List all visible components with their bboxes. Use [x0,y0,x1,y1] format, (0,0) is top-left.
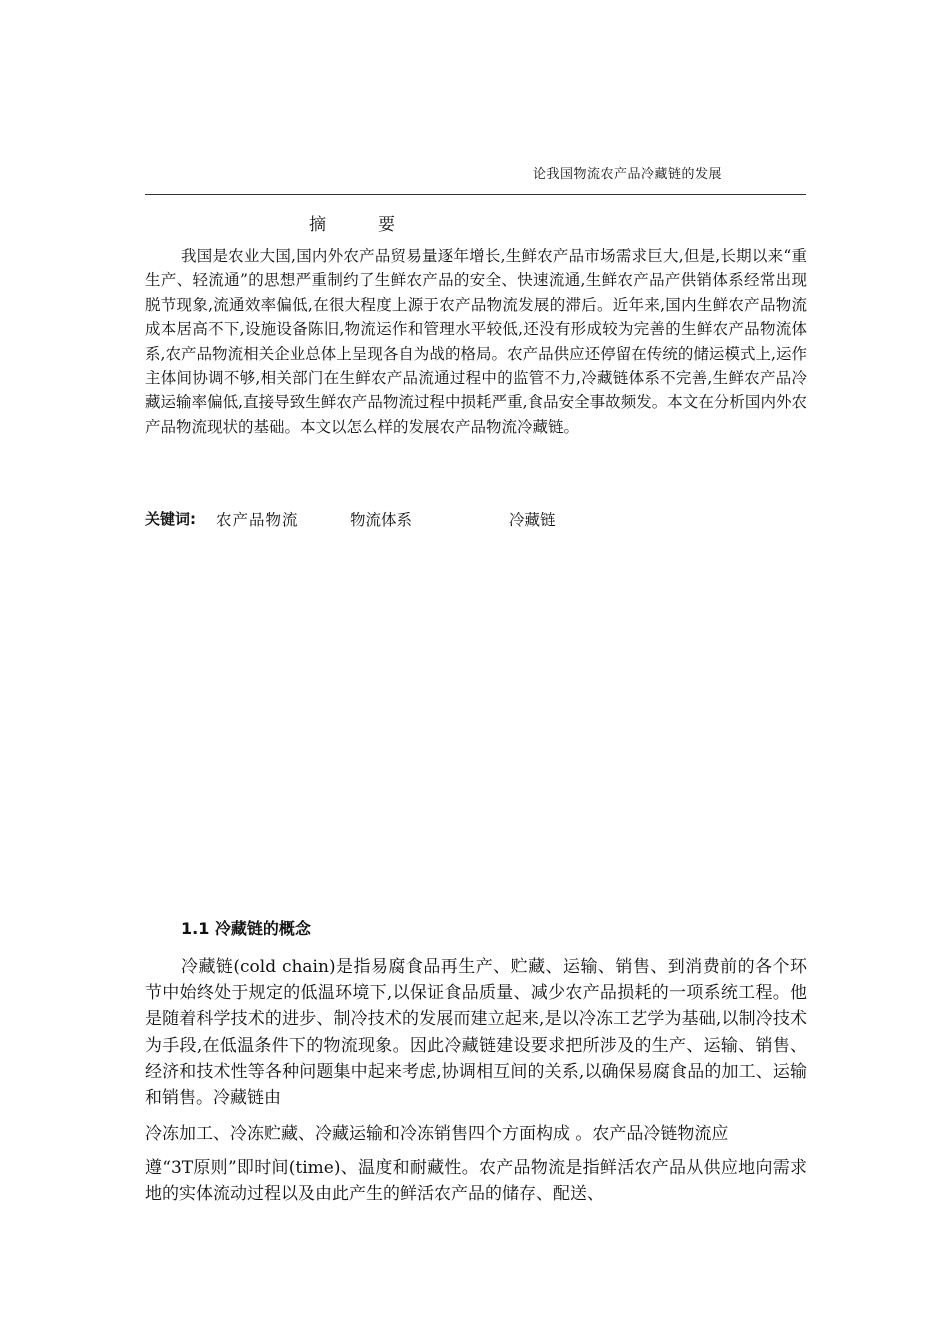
abstract-body: 我国是农业大国,国内外农产品贸易量逐年增长,生鲜农产品市场需求巨大,但是,长期以来“重生产、轻流通”的思想严重制约了生鲜农产品的安全、快速流通,生鲜农产品产供销体系经常出现脱节现象,流通效率偏低,在很大程度上源于农产品物流发展的滞后。近年来,国内生鲜农产品物流成本居高不下,设施设备陈旧,物流运作和管理水平较低,还没有形成较为完善的生鲜农产品物流体系,农产品物流相关企业总体上呈现各自为战的格局。农产品供应还停留在传统的储运模式上,运作主体间协调不够,相关部门在生鲜农产品流通过程中的监管不力,冷藏链体系不完善,生鲜农产品冷藏运输率偏低,直接导致生鲜农产品物流过程中损耗严重,食品安全事故频发。本文在分析国内外农产品物流现状的基础。本文以怎么样的发展农产品物流冷藏链。 [145,247,807,436]
section-paragraph: 冷藏链(cold chain)是指易腐食品再生产、贮藏、运输、销售、到消费前的各个环节中始终处于规定的低温环境下,以保证食品质量、减少农产品损耗的一项系统工程。他是随着科学技术的进步、制冷技术的发展而建立起来,是以冷冻工艺学为基础,以制冷技术为手段,在低温条件下的物流现象。因此冷藏链建设要求把所涉及的生产、运输、销售、经济和技术性等各种问题集中起来考虑,协调相互间的关系,以确保易腐食品的加工、运输和销售。冷藏链由 [145,957,807,1109]
keywords-label: 关键词: [145,510,196,528]
section-paragraph: 遵“3T原则”即时间(time)、温度和耐藏性。农产品物流是指鲜活农产品从供应地向需求地的实体流动过程以及由此产生的鲜活农产品的储存、配送、 [145,1158,807,1205]
keyword-item: 农产品物流 [216,511,299,529]
running-header-title: 论我国物流农产品冷藏链的发展 [532,167,722,182]
keywords-row [145,508,807,534]
section-paragraph-line: 冷冻加工、冷冻贮藏、冷藏运输和冷冻销售四个方面构成 。农产品冷链物流应 [145,1124,729,1144]
keyword-item: 物流体系 [350,511,413,529]
header-divider [145,194,806,195]
keyword-item: 冷藏链 [509,511,556,529]
section-heading: 1.1 冷藏链的概念 [181,919,311,938]
abstract-heading: 摘要 [309,215,447,235]
